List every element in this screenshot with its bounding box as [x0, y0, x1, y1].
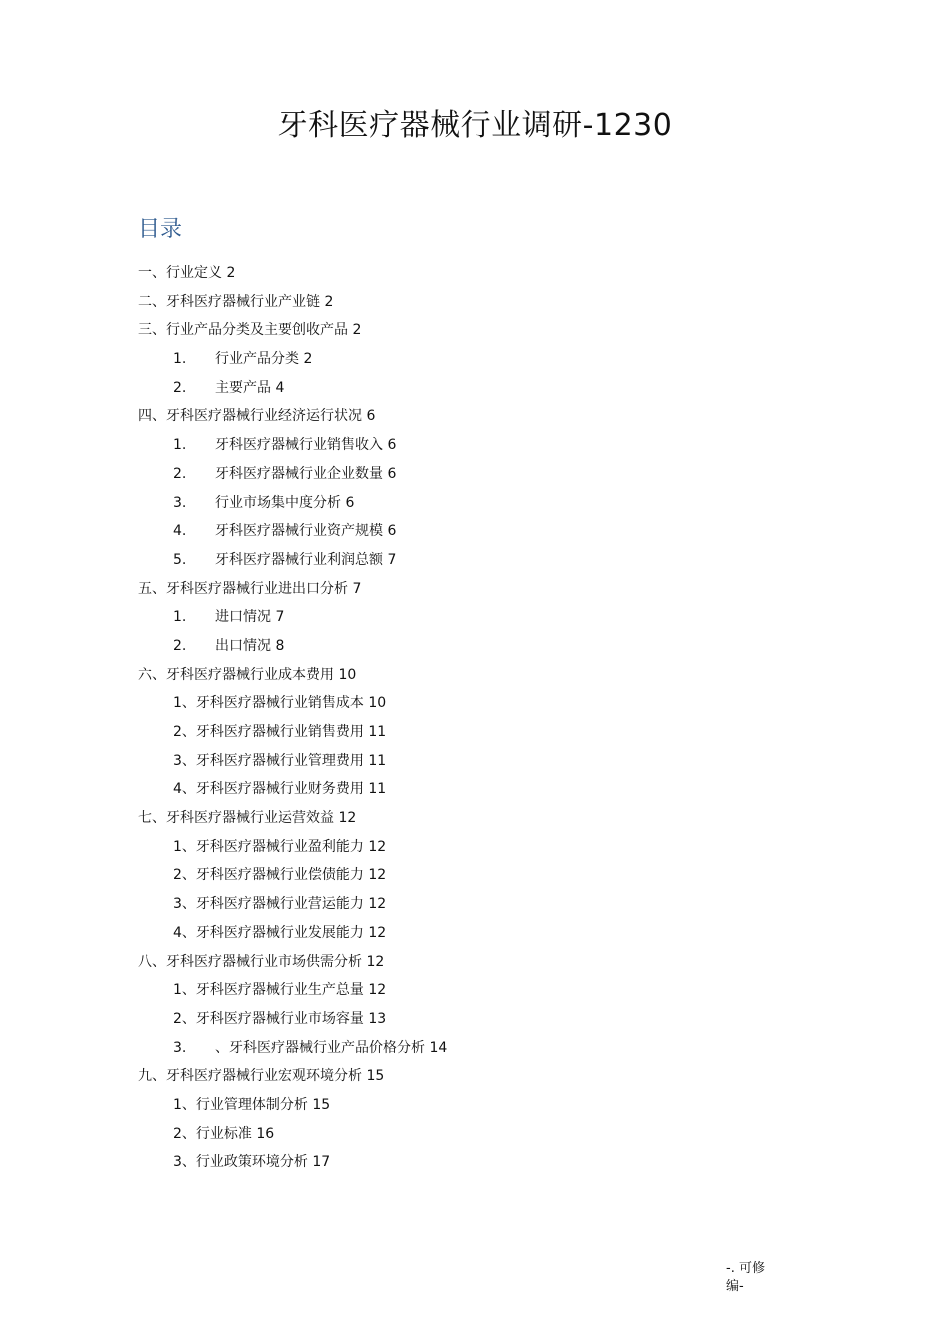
toc-entry-text: 1、牙科医疗器械行业销售成本 10 — [173, 695, 387, 712]
toc-entry[interactable] — [0, 919, 950, 948]
toc-entry-number: 4. — [173, 523, 187, 540]
toc-entry[interactable] — [0, 632, 950, 661]
toc-entry[interactable] — [0, 489, 950, 518]
toc-entry-text: 行业产品分类 2 — [215, 351, 313, 368]
toc-entry-text: 一、行业定义 2 — [138, 265, 236, 281]
toc-entry-text: 三、行业产品分类及主要创收产品 2 — [138, 322, 362, 339]
toc-entry-number: 2. — [173, 379, 187, 396]
toc-entry-text: 牙科医疗器械行业利润总额 7 — [215, 551, 397, 568]
toc-entry-text: 七、牙科医疗器械行业运营效益 12 — [138, 810, 357, 827]
toc-entry-text: 4、牙科医疗器械行业发展能力 12 — [173, 924, 387, 941]
toc-entry[interactable] — [0, 1034, 950, 1063]
toc-entry[interactable] — [0, 1062, 950, 1091]
toc-entry[interactable] — [0, 689, 950, 718]
toc-entry-text: 牙科医疗器械行业资产规模 6 — [215, 523, 397, 540]
toc-entry[interactable] — [0, 460, 950, 489]
toc-entry-number: 2. — [173, 465, 187, 482]
toc-entry[interactable] — [0, 402, 950, 431]
toc-entry-text: 六、牙科医疗器械行业成本费用 10 — [138, 666, 357, 683]
toc-entry-number: 1. — [173, 351, 187, 368]
toc-entry-number: 1. — [173, 437, 187, 454]
toc-entry[interactable] — [0, 374, 950, 403]
toc-entry[interactable] — [0, 747, 950, 776]
toc-entry-text: 2、牙科医疗器械行业偿债能力 12 — [173, 867, 387, 884]
toc-entry-text: 2、牙科医疗器械行业市场容量 13 — [173, 1010, 387, 1027]
toc-entry-text: 行业市场集中度分析 6 — [215, 494, 355, 511]
toc-entry-text: 出口情况 8 — [215, 637, 285, 654]
toc-entry-text: 3、牙科医疗器械行业营运能力 12 — [173, 896, 387, 913]
toc-entry-text: 五、牙科医疗器械行业进出口分析 7 — [138, 580, 362, 597]
toc-entry[interactable] — [0, 718, 950, 747]
toc-entry-text: 3、行业政策环境分析 17 — [173, 1154, 331, 1171]
toc-entry-text: 1、牙科医疗器械行业盈利能力 12 — [173, 838, 387, 855]
toc-entry-text: 四、牙科医疗器械行业经济运行状况 6 — [138, 408, 376, 425]
toc-entry-text: 进口情况 7 — [215, 609, 285, 626]
toc-entry-text: 4、牙科医疗器械行业财务费用 11 — [173, 781, 387, 798]
toc-entry[interactable] — [0, 345, 950, 374]
toc-entry[interactable] — [0, 288, 950, 317]
toc-entry[interactable] — [0, 861, 950, 890]
page-footer — [726, 1260, 765, 1296]
toc-entry-text: 、牙科医疗器械行业产品价格分析 14 — [215, 1039, 448, 1056]
toc-entry-number: 1. — [173, 609, 187, 626]
toc-entry[interactable] — [0, 1148, 950, 1177]
toc-entry[interactable] — [0, 316, 950, 345]
toc-entry[interactable] — [0, 890, 950, 919]
toc-entry[interactable] — [0, 517, 950, 546]
toc-entry-text: 1、牙科医疗器械行业生产总量 12 — [173, 982, 387, 999]
toc-entry-text: 九、牙科医疗器械行业宏观环境分析 15 — [138, 1068, 385, 1085]
toc-entry-text: 二、牙科医疗器械行业产业链 2 — [138, 293, 334, 310]
toc-entry-number: 2. — [173, 637, 187, 654]
toc-entry-number: 5. — [173, 551, 187, 568]
toc-entry-text: 2、牙科医疗器械行业销售费用 11 — [173, 724, 387, 740]
toc-entry[interactable] — [0, 976, 950, 1005]
toc-entry[interactable] — [0, 833, 950, 862]
toc-entry-text: 1、行业管理体制分析 15 — [173, 1096, 331, 1113]
toc-entry-text: 主要产品 4 — [215, 379, 285, 396]
toc-entry[interactable] — [0, 603, 950, 632]
toc-entry-text: 牙科医疗器械行业销售收入 6 — [215, 437, 397, 454]
toc-entry-number: 3. — [173, 494, 187, 511]
toc-entry-text: 2、行业标准 16 — [173, 1125, 275, 1142]
toc-entry[interactable] — [0, 1091, 950, 1120]
footer-line-2: 编- — [726, 1279, 744, 1294]
document-title: 牙科医疗器械行业调研-1230 — [277, 108, 673, 143]
toc-entry-number: 3. — [173, 1039, 187, 1056]
table-of-contents — [0, 259, 950, 1177]
toc-heading: 目录 — [138, 217, 183, 242]
toc-entry-text: 八、牙科医疗器械行业市场供需分析 12 — [138, 953, 385, 970]
toc-entry[interactable] — [0, 431, 950, 460]
toc-entry[interactable] — [0, 546, 950, 575]
toc-entry[interactable] — [0, 661, 950, 690]
toc-entry[interactable] — [0, 948, 950, 977]
toc-entry[interactable] — [0, 1005, 950, 1034]
toc-entry[interactable] — [0, 259, 950, 288]
toc-entry[interactable] — [0, 775, 950, 804]
toc-entry-text: 牙科医疗器械行业企业数量 6 — [215, 465, 397, 482]
toc-entry[interactable] — [0, 1120, 950, 1149]
footer-line-1: -. 可修 — [726, 1261, 765, 1276]
toc-entry[interactable] — [0, 804, 950, 833]
toc-entry-text: 3、牙科医疗器械行业管理费用 11 — [173, 752, 387, 769]
toc-entry[interactable] — [0, 575, 950, 604]
